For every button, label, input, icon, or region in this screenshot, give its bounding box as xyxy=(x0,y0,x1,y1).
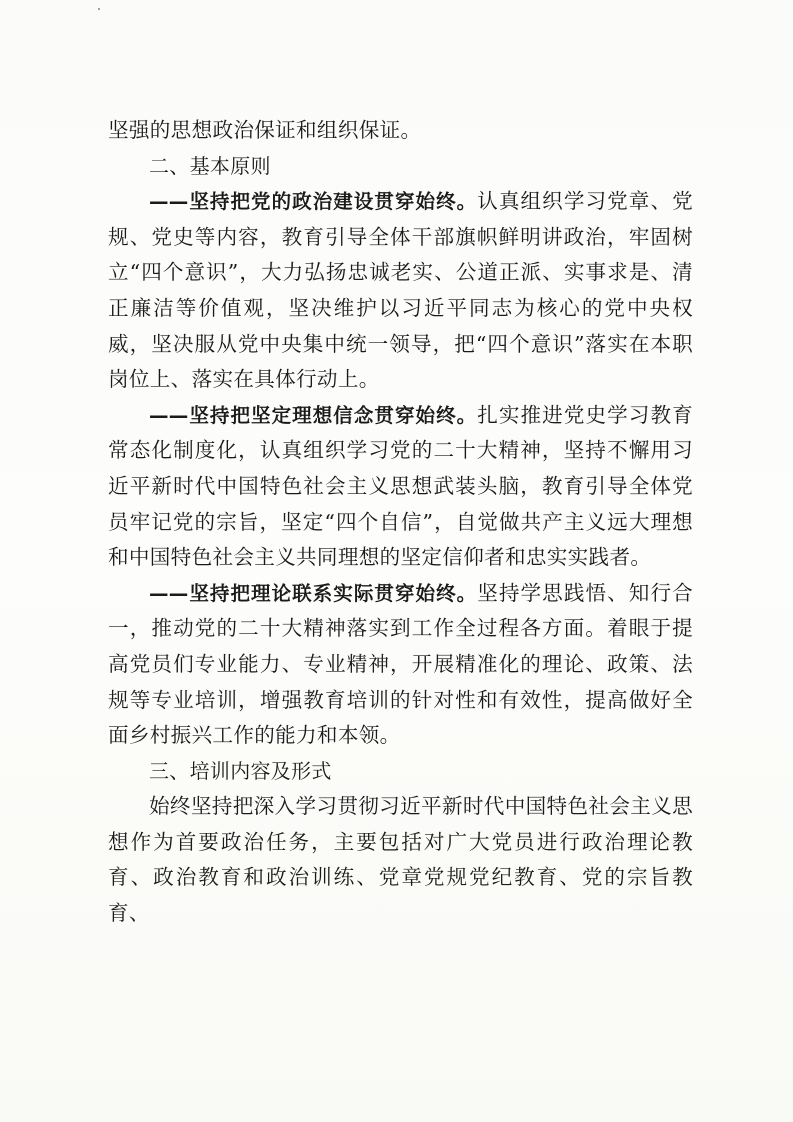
scan-speck xyxy=(98,8,100,10)
document-body xyxy=(108,113,693,932)
section-heading-basic-principles: 二、基本原则 xyxy=(149,153,271,178)
paragraph-continuation: 坚强的思想政治保证和组织保证。 xyxy=(108,118,422,142)
principle-paragraph-1 xyxy=(108,184,693,398)
principle-text-3: 坚持学思践悟、知行合一，推动党的二十大精神落实到工作全过程各方面。着眼于提高党员们专业能力、专业精神，开展精准化的理论、政策、法规等专业培训，增强教育培训的针对性和有效性，提高做好全面乡村振兴工作的能力和本领。 xyxy=(108,580,693,748)
training-content-paragraph: 始终坚持把深入学习贯彻习近平新时代中国特色社会主义思想作为首要政治任务，主要包括对广大党员进行政治理论教育、政治教育和政治训练、党章党规党纪教育、党的宗旨教育、 xyxy=(108,794,693,926)
principle-lead-1: ——坚持把党的政治建设贯穿始终。 xyxy=(149,190,478,214)
principle-paragraph-2 xyxy=(108,398,693,576)
section-heading-training-content: 三、培训内容及形式 xyxy=(149,758,332,783)
principle-paragraph-3 xyxy=(108,576,693,754)
principle-text-2: 扎实推进党史学习教育常态化制度化，认真组织学习党的二十大精神，坚持不懈用习近平新时代中国特色社会主义思想武装头脑，教育引导全体党员牢记党的宗旨，坚定“四个自信”，自觉做共产主义远大理想和中国特色社会主义共同理想的坚定信仰者和忠实实践者。 xyxy=(108,402,693,570)
principle-lead-3: ——坚持把理论联系实际贯穿始终。 xyxy=(149,581,478,605)
principle-text-1: 认真组织学习党章、党规、党史等内容，教育引导全体干部旗帜鲜明讲政治，牢固树立“四个意识”，大力弘扬忠诚老实、公道正派、实事求是、清正廉洁等价值观，坚决维护以习近平同志为核心的党中央权威，坚决服从党中央集中统一领导，把“四个意识”落实在本职岗位上、落实在具体行动上。 xyxy=(108,189,694,392)
principle-lead-2: ——坚持把坚定理想信念贯穿始终。 xyxy=(149,403,478,427)
